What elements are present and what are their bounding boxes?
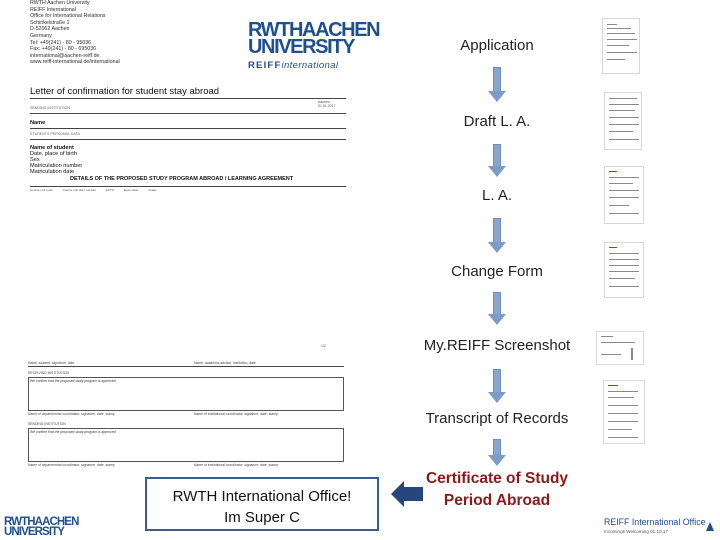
letter-document: [26, 0, 380, 195]
divider: [28, 366, 344, 367]
personal-data-label: STUDENTS PERSONAL DATA: [30, 132, 80, 136]
down-arrow-icon: [488, 439, 506, 466]
myreiff-screenshot-thumbnail: [596, 331, 644, 365]
footer-subtitle: Incomings Welcoming 01.10.17: [604, 529, 669, 534]
signature-document: 1/2 Name, student, signature, date Name, academic advisor, institution, date RECEIVING INSTITUTION We confirm that the proposed study program is approved. Name of departmental coordinator, signature, date, stamp Name of institutional coordinator, signature, date, stamp SENDING INSTITUTION We confirm that the proposed study program is approved. Name of departmental coordinator, signature, date, stamp Name of institutional coordinator, signature, date, stamp: [26, 340, 348, 470]
letter-address: RWTH Aachen University REIFF International Office for International Relations Schinkelstraße 1 D-52062 Aachen Germany Tel: +49(241) - 80 - 95036 Fax: +49(241) - 80 - 695036 international@aachen-reiff.de www.reiff-international.de/international: [30, 0, 120, 66]
receiving-institution-label: RECEIVING INSTITUTION: [28, 371, 69, 375]
logo-reiff: REIFFinternational: [248, 60, 339, 71]
la-thumbnail: [604, 166, 644, 224]
step-change-form: Change Form: [451, 263, 543, 280]
divider: [30, 139, 346, 140]
letter-title: Letter of confirmation for student stay abroad: [30, 86, 220, 97]
step-draft-la: Draft L. A.: [463, 113, 531, 130]
change-form-thumbnail: [604, 242, 644, 298]
down-arrow-icon: [488, 369, 506, 403]
sending-institution-label: SENDING INSTITUTION: [30, 106, 70, 110]
footer-office-title: REIFF International Office: [604, 517, 706, 527]
down-arrow-icon: [488, 67, 506, 102]
page-number: 1/2: [321, 344, 326, 348]
draft-la-thumbnail: [604, 92, 642, 150]
divider: [30, 128, 346, 129]
down-arrow-icon: [488, 292, 506, 325]
divider: [30, 98, 346, 99]
step-certificate: Certificate of Study Period Abroad: [425, 470, 569, 509]
footer-logo-icon: [706, 522, 714, 531]
step-transcript: Transcript of Records: [425, 410, 569, 427]
down-arrow-icon: [488, 218, 506, 253]
logo-line1: RWTHAACHEN: [248, 19, 380, 41]
course-columns: Course unit code Course unit title / module ECTS Exam date Grade: [30, 186, 346, 192]
rwth-logo: [248, 19, 380, 71]
down-arrow-icon: [488, 144, 506, 177]
step-la: L. A.: [481, 187, 513, 204]
details-heading: DETAILS OF THE PROPOSED STUDY PROGRAM ABROAD / LEARNING AGREEMENT: [70, 176, 294, 182]
sending-institution-label: SENDING INSTITUTION: [28, 422, 66, 426]
sending-text: We confirm that the proposed study program is approved.: [30, 430, 117, 434]
step-myreiff-screenshot: My.REIFF Screenshot: [423, 337, 571, 354]
transcript-thumbnail: [603, 380, 645, 444]
step-application: Application: [460, 37, 534, 54]
international-office-box: RWTH International Office! Im Super C: [145, 477, 379, 531]
footer-rwth-logo: RWTHAACHEN UNIVERSITY: [4, 516, 79, 538]
name-label: Name: [30, 120, 46, 126]
divider: [30, 113, 346, 114]
receiving-text: We confirm that the proposed study program is approved.: [30, 379, 117, 383]
left-arrow-icon: [391, 481, 423, 507]
application-thumbnail: [602, 18, 640, 74]
logo-line2: UNIVERSITY: [248, 36, 355, 58]
letter-date: Aachen, 01.01.2017: [318, 100, 336, 108]
student-fields: Name of student Date, place of birth Sex Matriculation number Matriculation date: [30, 145, 83, 175]
